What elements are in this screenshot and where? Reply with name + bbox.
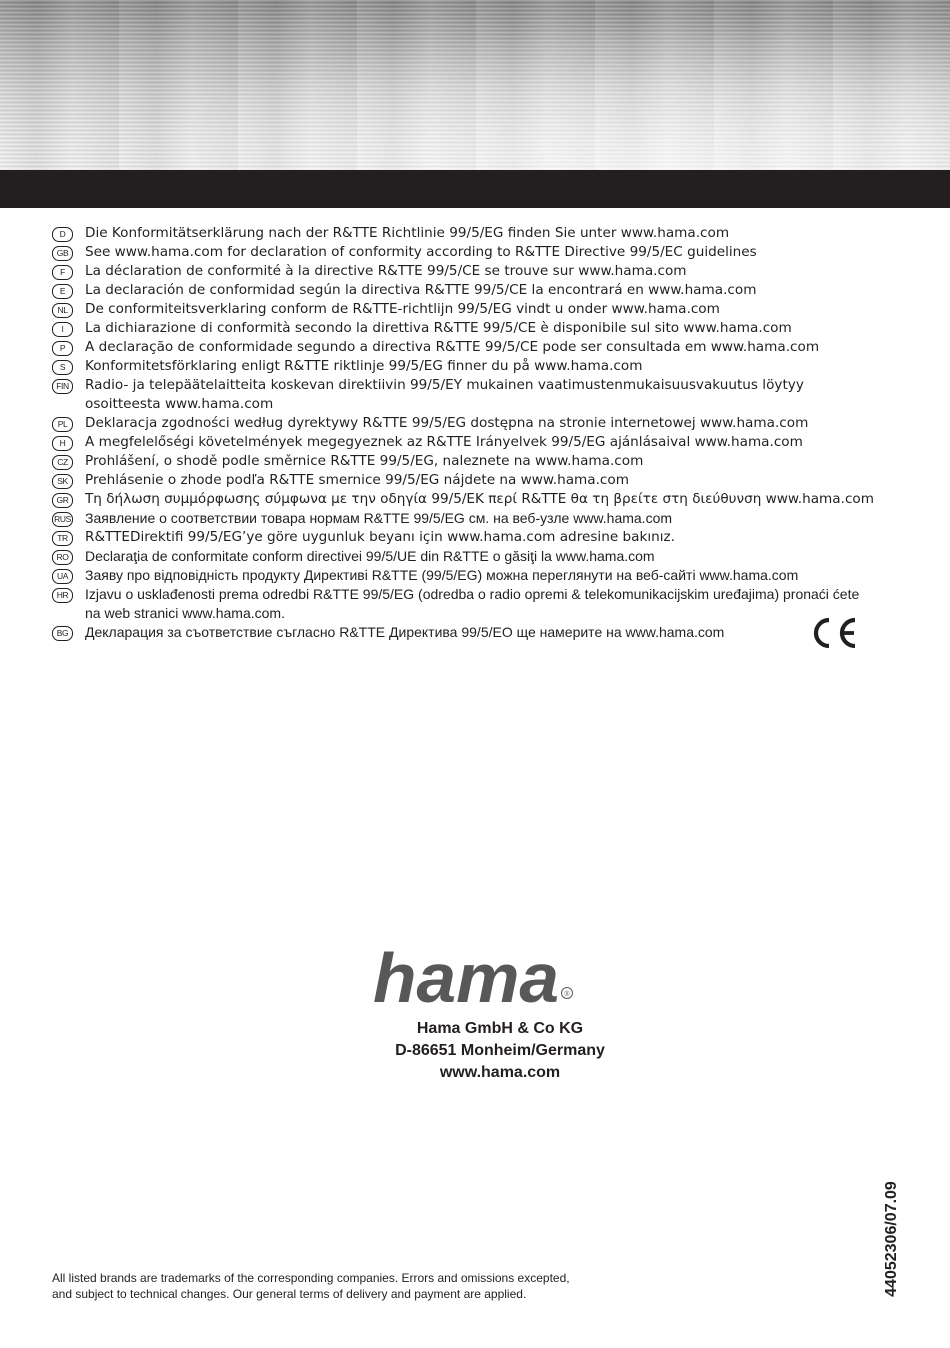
declaration-row	[52, 376, 872, 414]
language-code-badge: GR	[52, 493, 73, 508]
declaration-text: R&TTEDirektifi 99/5/EG’ye göre uygunluk beyanı için www.hama.com adresine bakınız.	[85, 529, 675, 545]
company-name: Hama GmbH & Co KG	[416, 1020, 584, 1037]
footer-disclaimer-line-2: and subject to technical changes. Our general terms of delivery and payment are applied.	[52, 1287, 527, 1301]
declaration-row	[52, 262, 872, 281]
declaration-text: Radio- ja telepäätelaitteita koskevan direktiivin 99/5/EY mukainen vaatimustenmukaisuusvakuutus löytyy osoitteesta www.hama.com	[85, 377, 804, 412]
declaration-row	[52, 224, 872, 243]
language-code-badge: CZ	[52, 455, 73, 470]
declaration-row	[52, 414, 872, 433]
metal-header-banner	[0, 0, 950, 170]
declaration-text: Декларация за съответствие съгласно R&TTE Директива 99/5/EO ще намерите на www.hama.com	[85, 624, 725, 640]
metal-shine	[0, 0, 950, 170]
declaration-row	[52, 357, 872, 376]
registered-mark: ®	[564, 991, 570, 998]
declaration-text: Deklaracja zgodności według dyrektywy R&TTE 99/5/EG dostępna na stronie internetowej www.hama.com	[85, 415, 809, 431]
declaration-row	[52, 338, 872, 357]
language-code-badge: UA	[52, 569, 73, 584]
language-code-badge: E	[52, 284, 73, 299]
declaration-row	[52, 547, 872, 566]
declaration-row	[52, 623, 872, 642]
declaration-text: De conformiteitsverklaring conform de R&TTE-richtlijn 99/5/EG vindt u onder www.hama.com	[85, 301, 720, 317]
declaration-text: Заявление о соответствии товара нормам R&TTE 99/5/EG см. на веб-узле www.hama.com	[85, 510, 673, 526]
language-code-badge: RO	[52, 550, 73, 565]
declaration-row	[52, 490, 872, 509]
declaration-row	[52, 528, 872, 547]
language-code-badge: F	[52, 265, 73, 280]
language-code-badge: D	[52, 227, 73, 242]
footer-disclaimer-line-1: All listed brands are trademarks of the corresponding companies. Errors and omissions excepted,	[52, 1271, 570, 1285]
declaration-text: See www.hama.com for declaration of conformity according to R&TTE Directive 99/5/EC guidelines	[85, 244, 757, 260]
declaration-text: La déclaration de conformité à la directive R&TTE 99/5/CE se trouve sur www.hama.com	[85, 263, 687, 279]
language-code-badge: BG	[52, 626, 73, 641]
hama-logo-wordmark: hama	[373, 948, 559, 1008]
declaration-row	[52, 281, 872, 300]
declaration-list	[52, 224, 872, 642]
declaration-text: Izjavu o usklađenosti prema odredbi R&TTE 99/5/EG (odredba o radio opremi & telekomunikacijskim uređajima) pronaći ćete na web stranici www.hama.com.	[85, 586, 860, 621]
declaration-row	[52, 243, 872, 262]
declaration-row	[52, 471, 872, 490]
company-address-block	[300, 1018, 700, 1084]
language-code-badge: S	[52, 360, 73, 375]
declaration-text: A megfelelőségi követelmények megegyeznek az R&TTE Irányelvek 99/5/EG ajánlásaival www.hama.com	[85, 434, 803, 450]
language-code-badge: H	[52, 436, 73, 451]
black-header-band	[0, 170, 950, 208]
language-code-badge: I	[52, 322, 73, 337]
declaration-text: Die Konformitätserklärung nach der R&TTE Richtlinie 99/5/EG finden Sie unter www.hama.com	[85, 225, 730, 241]
declaration-text: A declaração de conformidade segundo a directiva R&TTE 99/5/CE pode ser consultada em www.hama.com	[85, 339, 820, 355]
declaration-text: Τη δήλωση συμμόρφωσης σύμφωνα με την οδηγία 99/5/ΕΚ περί R&TTE θα τη βρείτε στη διεύθυνση www.hama.com	[85, 491, 874, 507]
language-code-badge: RUS	[52, 512, 73, 527]
hama-logo	[373, 948, 578, 1008]
declaration-text: La dichiarazione di conformità secondo la direttiva R&TTE 99/5/CE è disponibile sul sito www.hama.com	[85, 320, 792, 336]
language-code-badge: GB	[52, 246, 73, 261]
declaration-row	[52, 452, 872, 471]
declaration-row	[52, 319, 872, 338]
company-address: D-86651 Monheim/Germany	[395, 1042, 605, 1059]
declaration-text: Declaraţia de conformitate conform directivei 99/5/UE din R&TTE o găsiţi la www.hama.com	[85, 548, 655, 564]
company-website[interactable]: www.hama.com	[439, 1064, 561, 1081]
language-code-badge: PL	[52, 417, 73, 432]
declaration-text: Prohlášení, o shodě podle směrnice R&TTE 99/5/EG, naleznete na www.hama.com	[85, 453, 644, 469]
language-code-badge: HR	[52, 588, 73, 603]
footer-disclaimer	[52, 1270, 652, 1302]
declaration-text: La declaración de conformidad según la directiva R&TTE 99/5/CE la encontrará en www.hama.com	[85, 282, 757, 298]
language-code-badge: SK	[52, 474, 73, 489]
language-code-badge: TR	[52, 531, 73, 546]
declaration-row	[52, 509, 872, 528]
document-number: 44052306/07.09	[883, 1181, 900, 1297]
declaration-row	[52, 300, 872, 319]
declaration-row	[52, 566, 872, 585]
declaration-row	[52, 433, 872, 452]
language-code-badge: P	[52, 341, 73, 356]
ce-mark-icon	[809, 615, 861, 651]
language-code-badge: FIN	[52, 379, 73, 394]
declaration-text: Заяву про відповідність продукту Директиві R&TTE (99/5/EG) можна переглянути на веб-сайті www.hama.com	[85, 567, 799, 583]
language-code-badge: NL	[52, 303, 73, 318]
declaration-text: Prehlásenie o zhode podľa R&TTE smernice 99/5/EG nájdete na www.hama.com	[85, 472, 629, 488]
declaration-row	[52, 585, 872, 623]
declaration-text: Konformitetsförklaring enligt R&TTE riktlinje 99/5/EG finner du på www.hama.com	[85, 358, 643, 374]
